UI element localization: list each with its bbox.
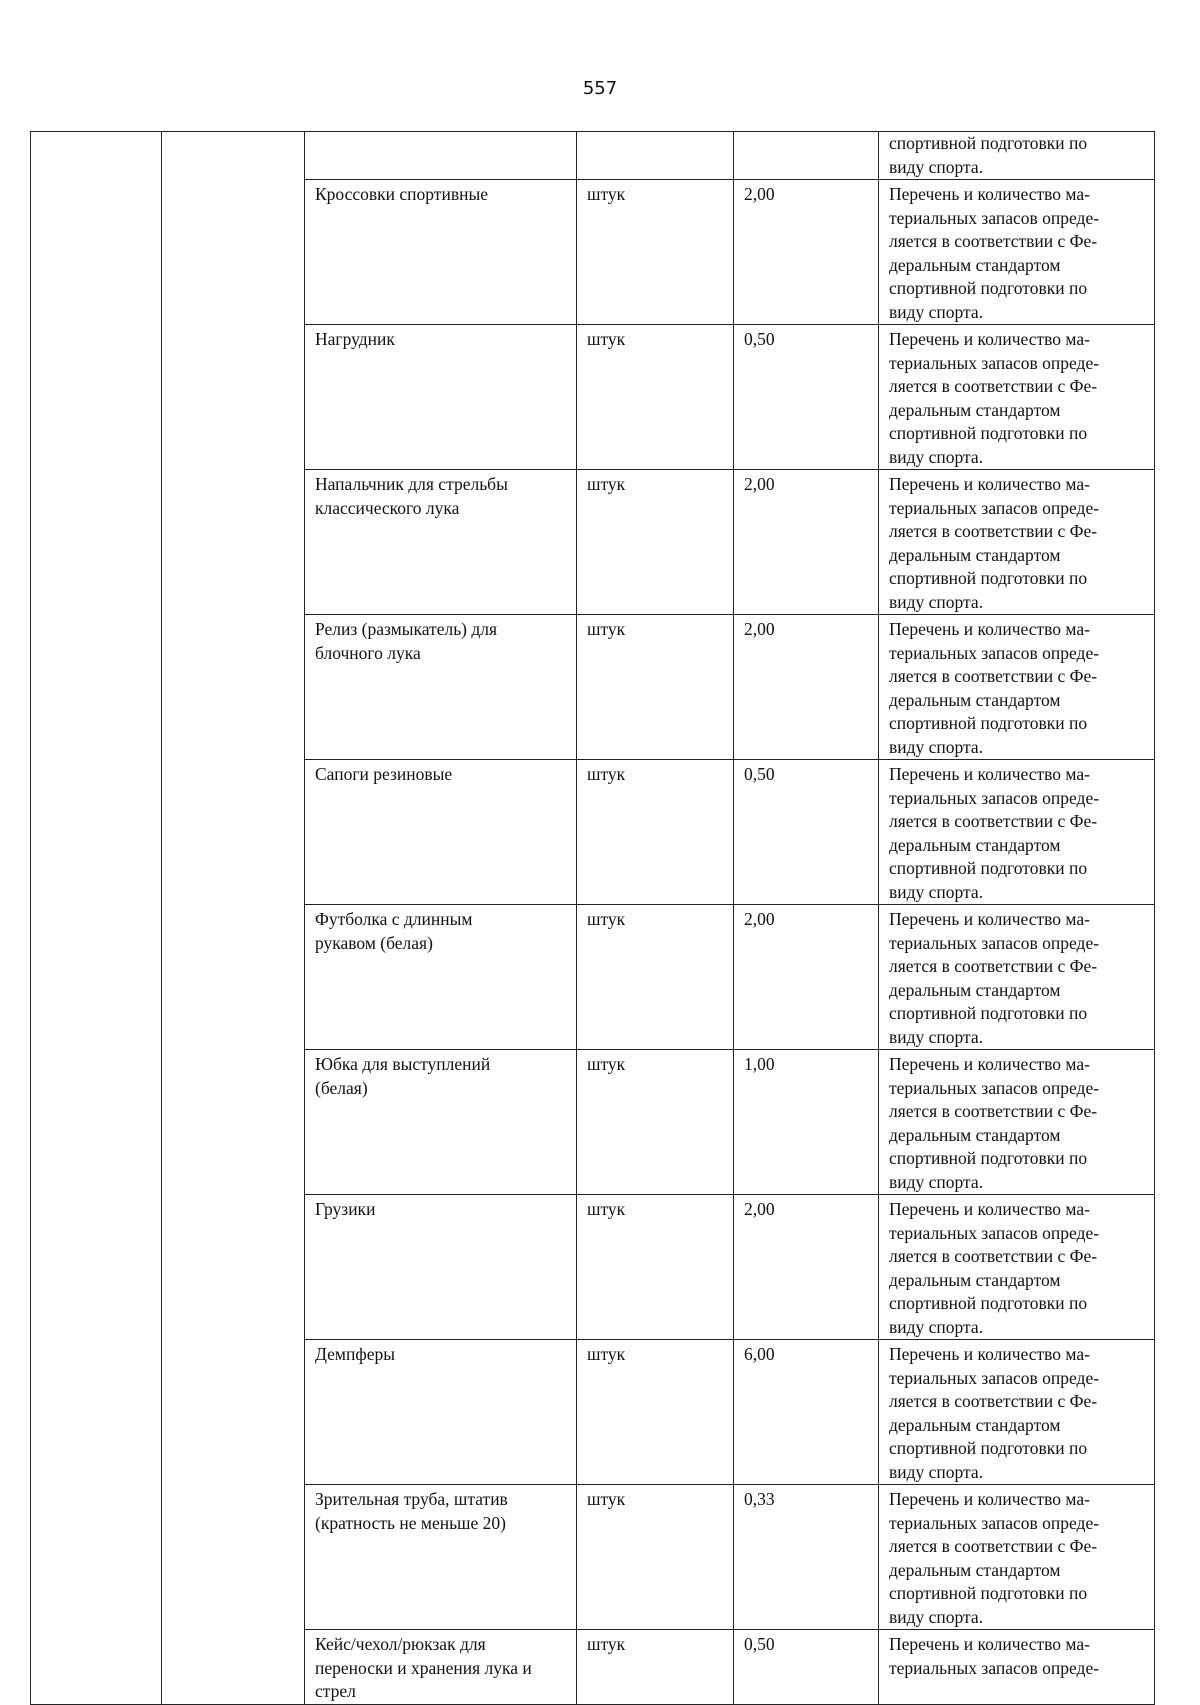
item-unit: штук (587, 474, 626, 494)
cell-quantity (734, 1340, 879, 1485)
cell-note (879, 325, 1155, 470)
cell-name (305, 180, 577, 325)
cell-quantity (734, 1195, 879, 1340)
item-unit: штук (587, 909, 626, 929)
item-quantity: 0,33 (744, 1489, 775, 1509)
item-name: Кроссовки спортивные (315, 184, 488, 204)
page-number: 557 (582, 78, 618, 99)
item-note: Перечень и количество ма- териальных запасов опреде- ляется в соответствии с Фе- деральным стандартом спортивной подготовки по виду спорта. (889, 764, 1100, 902)
item-name: Юбка для выступлений (белая) (315, 1054, 491, 1098)
cell-note (879, 905, 1155, 1050)
cell-quantity (734, 1630, 879, 1705)
cell-unit (577, 1340, 734, 1485)
cell-quantity (734, 905, 879, 1050)
item-quantity: 2,00 (744, 184, 775, 204)
item-quantity: 2,00 (744, 1199, 775, 1219)
item-quantity: 2,00 (744, 909, 775, 929)
materials-table (30, 131, 1155, 1705)
cell-unit (577, 1195, 734, 1340)
cell-name (305, 1485, 577, 1630)
cell-name (305, 470, 577, 615)
item-name: Зрительная труба, штатив (кратность не меньше 20) (315, 1489, 508, 1533)
item-name: Нагрудник (315, 329, 395, 349)
cell-quantity (734, 1050, 879, 1195)
cell-note (879, 1340, 1155, 1485)
item-note: Перечень и количество ма- териальных запасов опреде- ляется в соответствии с Фе- деральным стандартом спортивной подготовки по виду спорта. (889, 474, 1100, 612)
cell-unit (577, 325, 734, 470)
cell-name (305, 1195, 577, 1340)
item-note: Перечень и количество ма- териальных запасов опреде- ляется в соответствии с Фе- деральным стандартом спортивной подготовки по виду спорта. (889, 1489, 1100, 1627)
note-text: спортивной подготовки по виду спорта. (889, 133, 1088, 177)
item-unit: штук (587, 1489, 626, 1509)
item-quantity: 2,00 (744, 619, 775, 639)
item-note: Перечень и количество ма- териальных запасов опреде- ляется в соответствии с Фе- деральным стандартом спортивной подготовки по виду спорта. (889, 1344, 1100, 1482)
continuation-row (31, 132, 1155, 180)
cell-note (879, 180, 1155, 325)
cell-note (879, 1485, 1155, 1630)
item-note: Перечень и количество ма- териальных запасов опреде- ляется в соответствии с Фе- деральным стандартом спортивной подготовки по виду спорта. (889, 619, 1100, 757)
cell-unit (577, 1050, 734, 1195)
merged-column-2 (162, 132, 305, 1705)
cell-name (305, 1630, 577, 1705)
item-note: Перечень и количество ма- териальных запасов опреде- ляется в соответствии с Фе- деральным стандартом спортивной подготовки по виду спорта. (889, 329, 1100, 467)
item-name: Грузики (315, 1199, 376, 1219)
item-unit: штук (587, 619, 626, 639)
item-note: Перечень и количество ма- териальных запасов опреде- (889, 1634, 1100, 1678)
cell-name (305, 1050, 577, 1195)
cell-unit (577, 1630, 734, 1705)
item-name: Сапоги резиновые (315, 764, 453, 784)
item-note: Перечень и количество ма- териальных запасов опреде- ляется в соответствии с Фе- деральным стандартом спортивной подготовки по виду спорта. (889, 184, 1100, 322)
item-quantity: 6,00 (744, 1344, 775, 1364)
cell-quantity (734, 180, 879, 325)
item-unit: штук (587, 184, 626, 204)
cell-quantity (734, 470, 879, 615)
cell-quantity (734, 132, 879, 180)
cell-note (879, 1630, 1155, 1705)
item-unit: штук (587, 1634, 626, 1654)
item-quantity: 0,50 (744, 1634, 775, 1654)
cell-name (305, 615, 577, 760)
cell-quantity (734, 760, 879, 905)
cell-unit (577, 1485, 734, 1630)
cell-name (305, 905, 577, 1050)
cell-unit (577, 180, 734, 325)
cell-name (305, 132, 577, 180)
item-unit: штук (587, 329, 626, 349)
item-name: Кейс/чехол/рюкзак для переноски и хранения лука и стрел (315, 1634, 532, 1701)
cell-name (305, 1340, 577, 1485)
item-note: Перечень и количество ма- териальных запасов опреде- ляется в соответствии с Фе- деральным стандартом спортивной подготовки по виду спорта. (889, 1199, 1100, 1337)
cell-quantity (734, 325, 879, 470)
item-name: Напальчник для стрельбы классического лука (315, 474, 508, 518)
item-note: Перечень и количество ма- териальных запасов опреде- ляется в соответствии с Фе- деральным стандартом спортивной подготовки по виду спорта. (889, 909, 1100, 1047)
item-quantity: 1,00 (744, 1054, 775, 1074)
table-body (31, 132, 1155, 1705)
cell-note (879, 615, 1155, 760)
cell-unit (577, 470, 734, 615)
merged-column-1 (31, 132, 162, 1705)
cell-quantity (734, 1485, 879, 1630)
item-name: Демпферы (315, 1344, 395, 1364)
item-name: Футболка с длинным рукавом (белая) (315, 909, 473, 953)
item-name: Релиз (размыкатель) для блочного лука (315, 619, 498, 663)
cell-unit (577, 615, 734, 760)
cell-note (879, 1195, 1155, 1340)
cell-unit (577, 132, 734, 180)
item-quantity: 2,00 (744, 474, 775, 494)
item-quantity: 0,50 (744, 764, 775, 784)
cell-note (879, 1050, 1155, 1195)
cell-note (879, 470, 1155, 615)
cell-name (305, 325, 577, 470)
item-quantity: 0,50 (744, 329, 775, 349)
cell-unit (577, 760, 734, 905)
item-note: Перечень и количество ма- териальных запасов опреде- ляется в соответствии с Фе- деральным стандартом спортивной подготовки по виду спорта. (889, 1054, 1100, 1192)
cell-note (879, 760, 1155, 905)
item-unit: штук (587, 764, 626, 784)
item-unit: штук (587, 1199, 626, 1219)
cell-unit (577, 905, 734, 1050)
cell-quantity (734, 615, 879, 760)
cell-note (879, 132, 1155, 180)
item-unit: штук (587, 1344, 626, 1364)
cell-name (305, 760, 577, 905)
item-unit: штук (587, 1054, 626, 1074)
